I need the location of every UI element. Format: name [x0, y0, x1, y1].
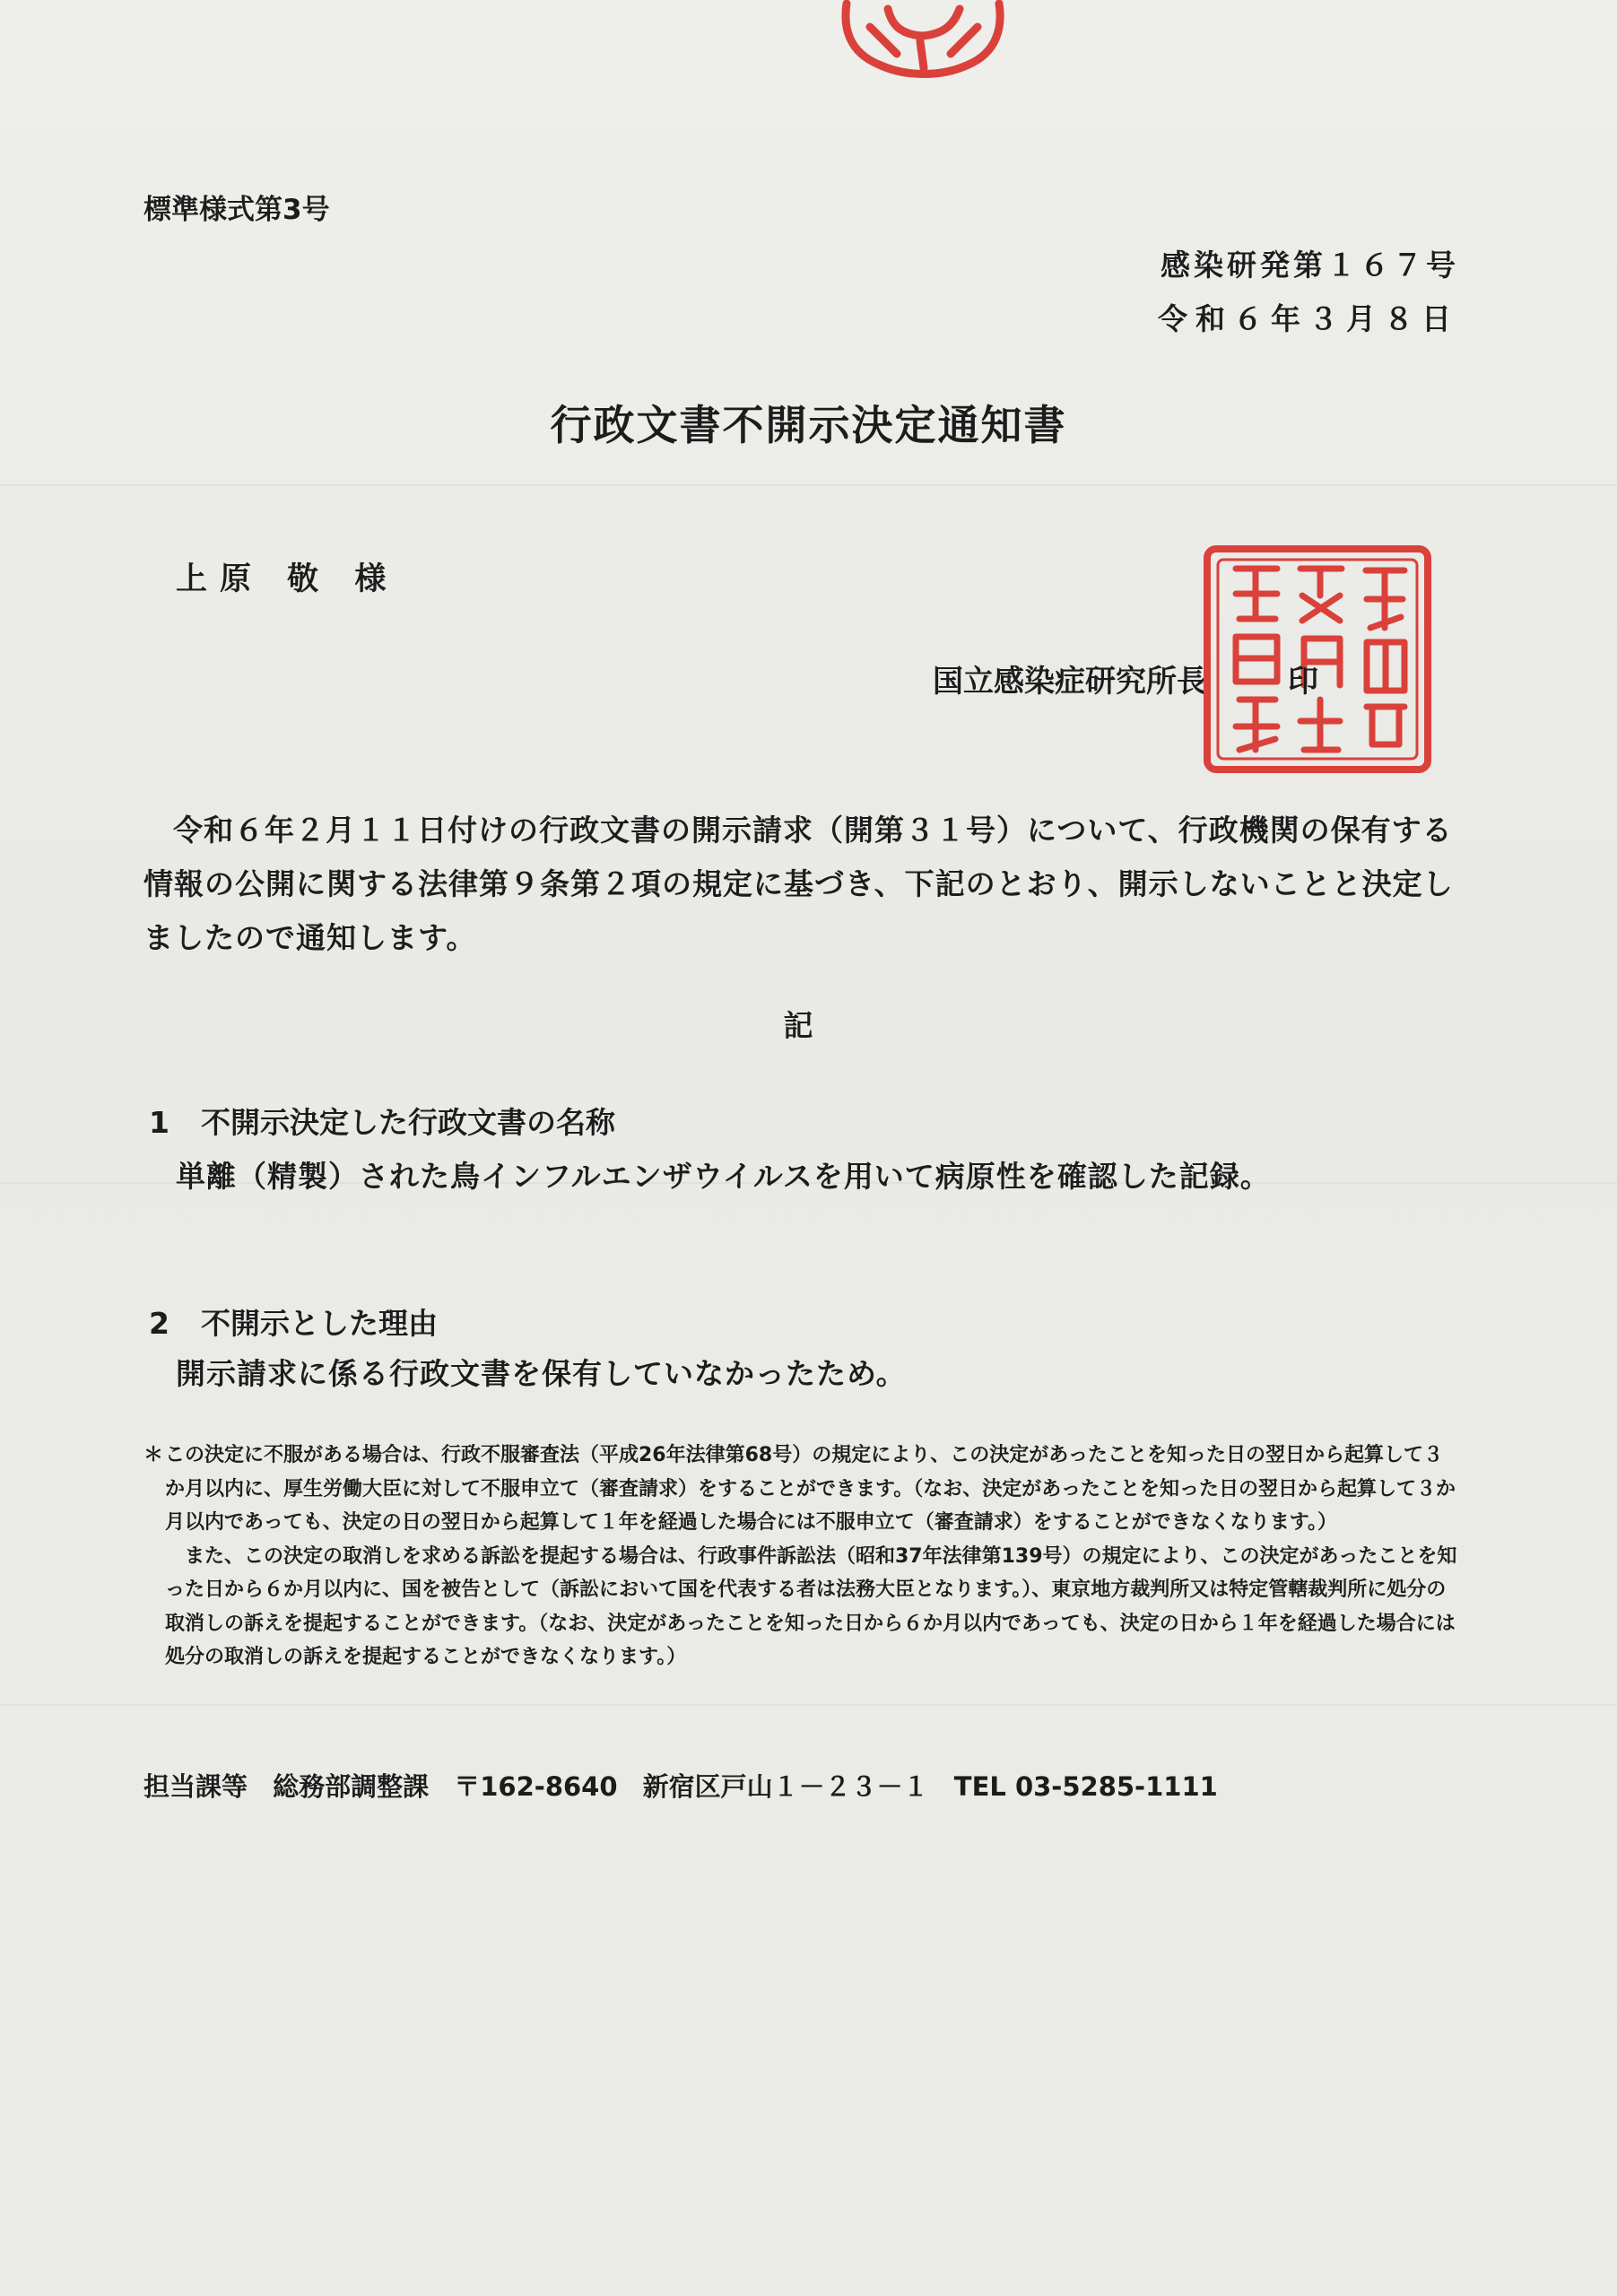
document-number: 感染研発第１６７号 [1161, 248, 1459, 283]
contact-address: 新宿区戸山１－２３－１ [642, 1771, 929, 1802]
ki-heading: 記 [783, 1008, 813, 1043]
contact-line [143, 1767, 1234, 1804]
document-title: 行政文書不開示決定通知書 [550, 401, 1067, 449]
top-partial-stamp [834, 0, 1013, 83]
item-number: 1 [149, 1105, 170, 1140]
issuer-name: 国立感染症研究所長 [933, 664, 1207, 700]
appeal-note [143, 1439, 1462, 1674]
item-heading-text: 不開示決定した行政文書の名称 [201, 1105, 615, 1140]
document-date: 令和６年３月８日 [1158, 301, 1459, 336]
paper-fold-line [0, 484, 1617, 486]
appeal-note-paragraph [143, 1439, 1462, 1540]
contact-department: 総務部調整課 [273, 1771, 430, 1802]
item-number: 2 [149, 1306, 170, 1341]
item-heading [149, 1300, 438, 1343]
notice-body: 令和６年２月１１日付けの行政文書の開示請求（開第３１号）について、行政機関の保有する情報の公開に関する法律第９条第２項の規定に基づき、下記のとおり、開示しないことと決定しましたので通知します。 [143, 813, 1454, 955]
lawsuit-note-paragraph: また、この決定の取消しを求める訴訟を提起する場合は、行政事件訴訟法（昭和37年法律第139号）の規定により、この決定があったことを知った日から６か月以内に、国を被告として（訴訟において国を代表する者は法務大臣となります。）、東京地方裁判所又は特定管轄裁判所に処分の取消しの訴えを提起することができます。（なお、決定があったことを知った日から６か月以内であっても、決定の日から１年を経過した場合には処分の取消しの訴えを提起することができなくなります。） [165, 1544, 1457, 1668]
recipient-name: 上原 敬 様 [176, 561, 399, 597]
item-heading [149, 1100, 615, 1142]
note-marker: ＊ [143, 1444, 164, 1466]
paper-fold-line [0, 1704, 1617, 1706]
item-content: 開示請求に係る行政文書を保有していなかったため。 [176, 1356, 907, 1391]
item-content: 単離（精製）された鳥インフルエンザウイルスを用いて病原性を確認した記録。 [176, 1159, 1271, 1194]
note-text: この決定に不服がある場合は、行政不服審査法（平成26年法律第68号）の規定により、この決定があったことを知った日の翌日から起算して３か月以内に、厚生労働大臣に対して不服申立て（審査請求）をすることができます。（なお、決定があったことを知った日の翌日から起算して３か月以内であっても、決定の日の翌日から起算して１年を経過した場合には不服申立て（審査請求）をすることができなくなります。） [165, 1444, 1456, 1534]
contact-label: 担当課等 [143, 1771, 248, 1802]
seal-mark: 印 [1288, 664, 1318, 700]
item-heading-text: 不開示とした理由 [201, 1306, 438, 1341]
contact-postal-code: 〒162-8640 [454, 1771, 618, 1802]
contact-phone: TEL 03-5285-1111 [953, 1771, 1218, 1802]
form-number: 標準様式第3号 [143, 194, 330, 226]
